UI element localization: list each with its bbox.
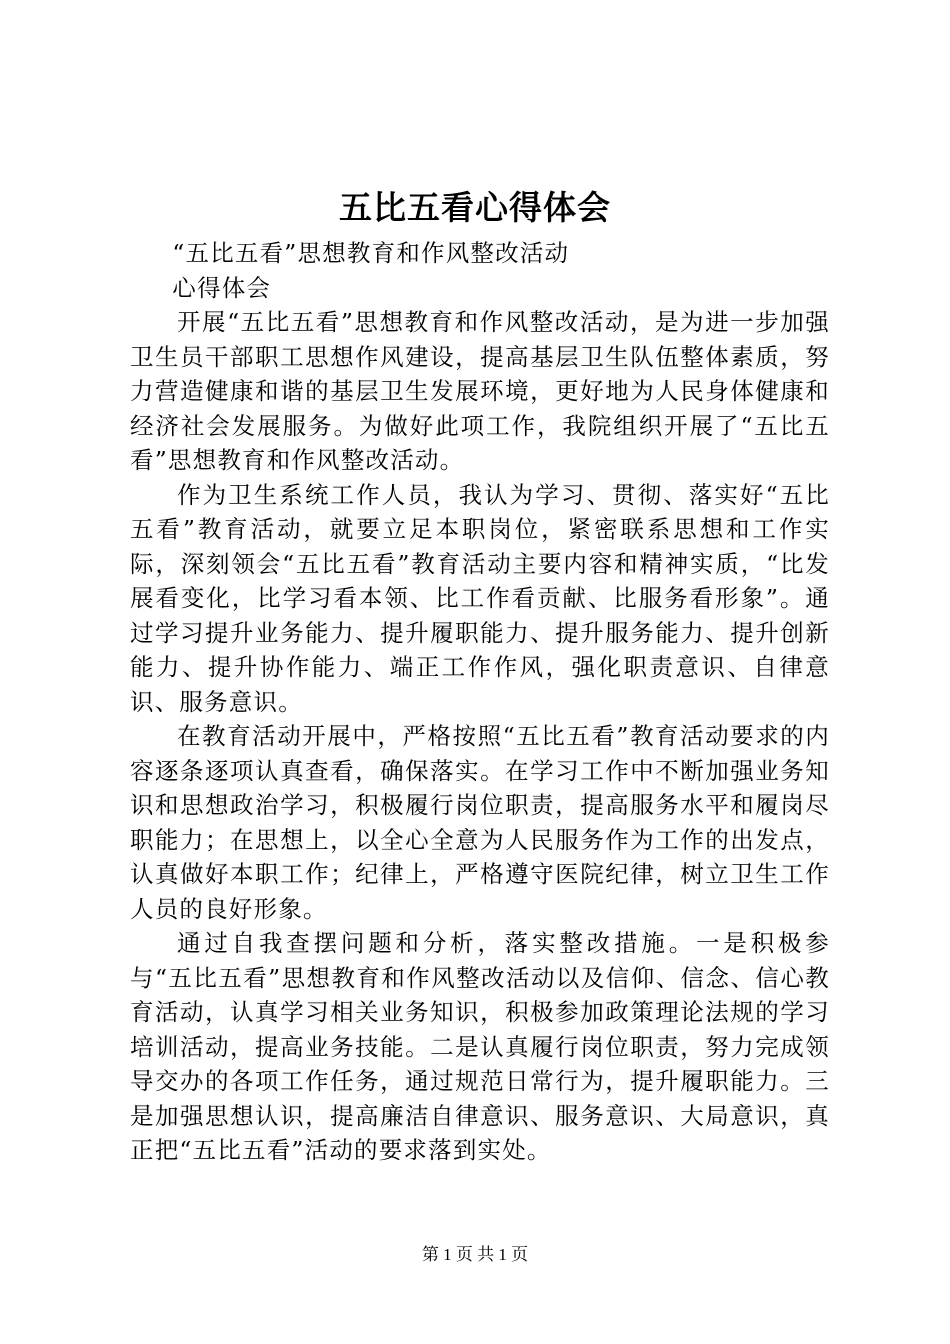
paragraph-4: 通过自我查摆问题和分析，落实整改措施。一是积极参与“五比五看”思想教育和作风整改活动以及信仰、信念、信心教育活动，认真学习相关业务知识，积极参加政策理论法规的学习培训活动，提高业务技能。二是认真履行岗位职责，努力完成领导交办的各项工作任务，通过规范日常行为，提升履职能力。三是加强思想认识，提高廉洁自律意识、服务意识、大局意识，真正把“五比五看”活动的要求落到实处。 [130,929,830,1164]
document-title: 五比五看心得体会 [339,188,611,227]
page-footer: 第 1 页 共 1 页 [421,1245,529,1264]
paragraph-1: 开展“五比五看”思想教育和作风整改活动，是为进一步加强卫生员干部职工思想作风建设，提高基层卫生队伍整体素质，努力营造健康和谐的基层卫生发展环境，更好地为人民身体健康和经济社会发展服务。为做好此项工作，我院组织开展了“五比五看”思想教育和作风整改活动。 [130,308,830,474]
document-body [130,236,830,1168]
paragraph-3: 在教育活动开展中，严格按照“五比五看”教育活动要求的内容逐条逐项认真查看，确保落实。在学习工作中不断加强业务知识和思想政治学习，积极履行岗位职责，提高服务水平和履岗尽职能力；在思想上，以全心全意为人民服务作为工作的出发点，认真做好本职工作；纪律上，严格遵守医院纪律，树立卫生工作人员的良好形象。 [130,722,830,923]
paragraph-2: 作为卫生系统工作人员，我认为学习、贯彻、落实好“五比五看”教育活动，就要立足本职岗位，紧密联系思想和工作实际，深刻领会“五比五看”教育活动主要内容和精神实质，“比发展看变化，比学习看本领、比工作看贡献、比服务看形象”。通过学习提升业务能力、提升履职能力、提升服务能力、提升创新能力、提升协作能力、端正工作作风，强化职责意识、自律意识、服务意识。 [130,480,830,716]
subtitle-line-2: 心得体会 [172,273,272,302]
subtitle-line-1: “五比五看”思想教育和作风整改活动 [172,239,570,267]
